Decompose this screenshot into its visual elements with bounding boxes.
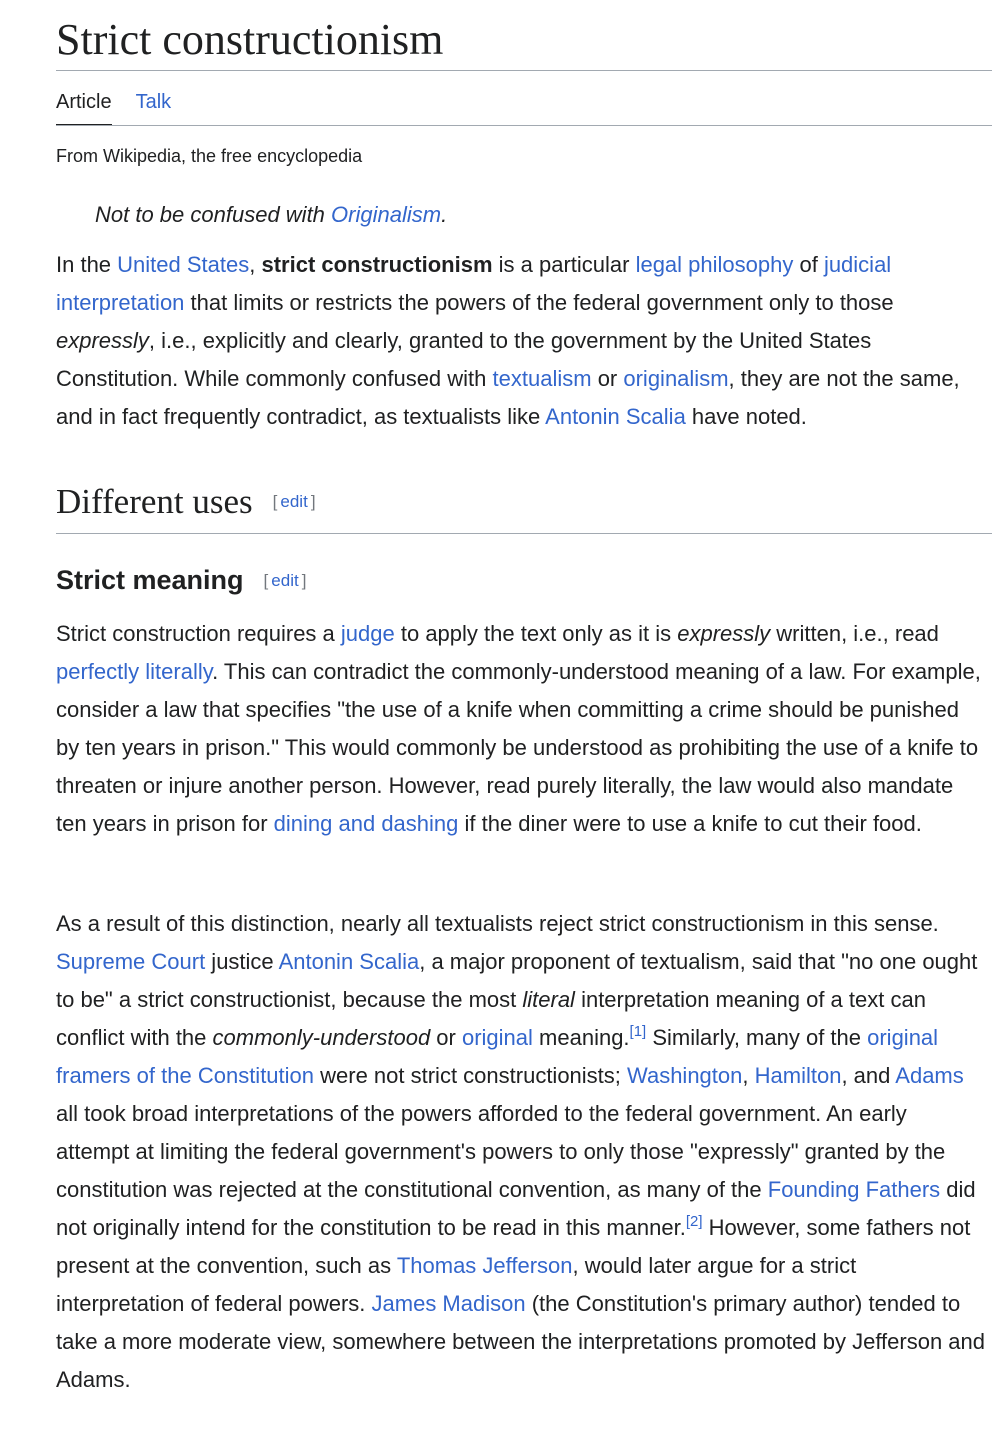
hatnote-suffix: . [441, 202, 448, 227]
text: of [793, 252, 824, 277]
link-thomas-jefferson[interactable]: Thomas Jefferson [396, 1253, 573, 1278]
text: did not originally intend for the constitution to be read in this manner. [56, 1177, 976, 1240]
site-tagline: From Wikipedia, the free encyclopedia [56, 146, 363, 166]
heading-text: Strict meaning [56, 565, 244, 595]
text: interpretation meaning of a text can conflict with the [56, 987, 926, 1050]
tabs-divider [56, 125, 992, 126]
link-antonin-scalia[interactable]: Antonin Scalia [545, 404, 686, 429]
section-heading-strict-meaning [56, 562, 306, 599]
strict-meaning-paragraph [56, 615, 986, 843]
link-supreme-court[interactable]: Supreme Court [56, 949, 206, 974]
link-antonin-scalia[interactable]: Antonin Scalia [278, 949, 420, 974]
namespace-tabs [56, 88, 195, 126]
link-original[interactable]: original [461, 1025, 533, 1050]
text: if the diner were to use a knife to cut their food. [458, 811, 922, 836]
link-judge[interactable]: judge [340, 621, 395, 646]
hatnote [95, 200, 447, 230]
text: In the [56, 252, 118, 277]
title-divider [56, 70, 992, 71]
text: Similarly, many of the [646, 1025, 868, 1050]
link-textualism[interactable]: textualism [492, 366, 592, 391]
text: have noted. [685, 404, 807, 429]
bracket: ] [310, 492, 316, 511]
italic-literal: literal [522, 987, 575, 1012]
edit-section [264, 571, 307, 590]
italic-commonly-understood: commonly-understood [212, 1025, 431, 1050]
tab-talk[interactable]: Talk [135, 91, 172, 113]
link-founding-fathers[interactable]: Founding Fathers [767, 1177, 941, 1202]
italic-expressly: expressly [677, 621, 771, 646]
text: , i.e., explicitly and clearly, granted to the government by the United States Constitution. While commonly confused with [56, 328, 872, 391]
edit-section [273, 492, 316, 511]
link-legal-philosophy[interactable]: legal philosophy [635, 252, 794, 277]
page-title: Strict constructionism [56, 15, 444, 64]
text: , and [841, 1063, 896, 1088]
text: that limits or restricts the powers of the federal government only to those [184, 290, 894, 315]
link-originalism[interactable]: originalism [623, 366, 729, 391]
text: . This can contradict the commonly-understood meaning of a law. For example, consider a law that specifies "the use of a knife when committing a crime should be punished by ten years in prison." This would commonly be understood as prohibiting the use of a knife to threaten or injure another person. However, read purely literally, the law would also mandate ten years in prison for [56, 659, 981, 836]
text: , [249, 252, 262, 277]
text: justice [205, 949, 279, 974]
link-perfectly-literally[interactable]: perfectly literally [56, 659, 213, 684]
text: , they are not the same, and in fact frequently contradict, as textualists like [56, 366, 960, 429]
bracket: [ [272, 492, 278, 511]
text: or [430, 1025, 462, 1050]
edit-link[interactable]: edit [280, 492, 308, 511]
tab-article[interactable]: Article [56, 88, 112, 126]
intro-paragraph [56, 246, 986, 436]
distinction-paragraph [56, 905, 986, 1399]
text: , a major proponent of textualism, said that "no one ought to be" a strict constructionist, because the most [56, 949, 978, 1012]
bold-term: strict constructionism [261, 252, 493, 277]
link-washington[interactable]: Washington [627, 1063, 743, 1088]
section-divider [56, 533, 992, 534]
reference-1[interactable]: [1] [629, 1023, 647, 1040]
text: written, i.e., read [770, 621, 939, 646]
link-dining-and-dashing[interactable]: dining and dashing [273, 811, 459, 836]
edit-link[interactable]: edit [271, 571, 299, 590]
text: all took broad interpretations of the powers afforded to the federal government. An early attempt at limiting the federal government's powers to only those "expressly" granted by the constitution was rejected at the constitutional convention, as many of the [56, 1101, 946, 1202]
italic-expressly: expressly [56, 328, 149, 353]
link-united-states[interactable]: United States [117, 252, 250, 277]
text: is a particular [492, 252, 636, 277]
text: Strict construction requires a [56, 621, 341, 646]
link-james-madison[interactable]: James Madison [371, 1291, 526, 1316]
hatnote-link-originalism[interactable]: Originalism [331, 202, 442, 227]
section-heading-different-uses [56, 478, 316, 526]
text: were not strict constructionists; [314, 1063, 628, 1088]
hatnote-text: Not to be confused with [95, 202, 332, 227]
text: As a result of this distinction, nearly all textualists reject strict constructionism in this sense. [56, 911, 939, 936]
text: , [742, 1063, 755, 1088]
heading-text: Different uses [56, 482, 253, 521]
text: (the Constitution's primary author) tended to take a more moderate view, somewhere between the interpretations promoted by Jefferson and Adams. [56, 1291, 986, 1392]
bracket: [ [263, 571, 269, 590]
link-hamilton[interactable]: Hamilton [754, 1063, 842, 1088]
link-adams[interactable]: Adams [895, 1063, 964, 1088]
text: However, some fathers not present at the convention, such as [56, 1215, 971, 1278]
link-original-framers[interactable]: original framers of the Constitution [56, 1025, 939, 1088]
text: to apply the text only as it is [394, 621, 678, 646]
link-judicial-interpretation[interactable]: judicial interpretation [56, 252, 892, 315]
text: meaning. [532, 1025, 630, 1050]
reference-2[interactable]: [2] [685, 1213, 703, 1230]
text: , would later argue for a strict interpretation of federal powers. [56, 1253, 857, 1316]
text: or [591, 366, 624, 391]
bracket: ] [301, 571, 307, 590]
